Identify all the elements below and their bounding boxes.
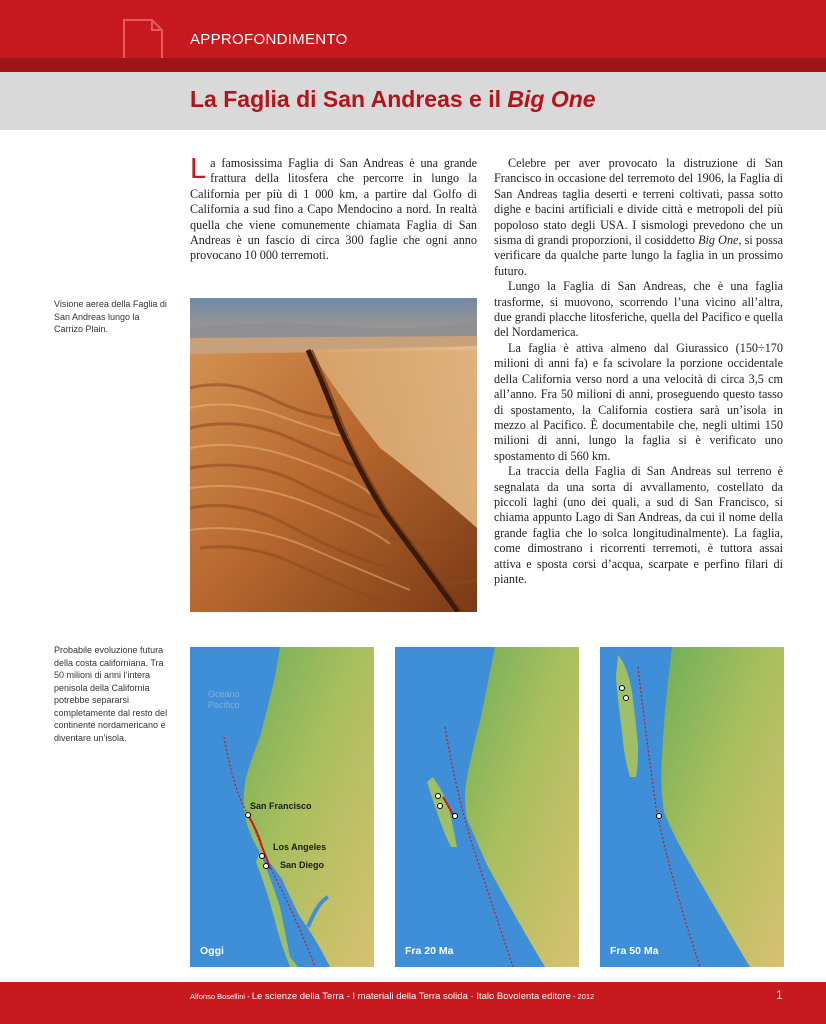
footer-year: - 2012: [570, 992, 595, 1001]
paragraph-3: La faglia è attiva almeno dal Giurassico (150÷170 milioni di anni fa) e fa scivolare la porzione occidentale della California verso nord a una velocità di circa 3,5 cm all’anno. Fra 50 milioni di anni, proseguendo questo tasso di spostamento, la California costiera sarà un’isola in mezzo al Pacifico. È documentabile che, negli ultimi 150 milioni di anni, lungo la faglia si è verificato uno spostamento di 560 km.: [494, 340, 783, 463]
drop-cap: L: [190, 153, 207, 185]
map-50ma-terrain: [600, 647, 784, 967]
footer-band: [0, 982, 826, 1024]
maps-caption: Probabile evoluzione futura della costa californiana. Tra 50 milioni di anni l’intera penisola della California potrebbe separarsi completamente dal resto del continente nordamericano e diventare un’isola.: [54, 645, 168, 743]
footer-sep-2: ·: [467, 991, 477, 1002]
page-number: 1: [776, 988, 783, 1002]
intro-paragraph: [190, 153, 477, 264]
right-column: [494, 156, 783, 587]
footer-author: Alfonso Bosellini: [190, 992, 246, 1001]
document-icon: [122, 18, 164, 58]
aerial-fault-photo: [190, 298, 477, 612]
map-today: [190, 647, 374, 967]
ocean-label-line1: Oceano: [208, 689, 240, 699]
title-italic: Big One: [507, 86, 596, 112]
city-san-francisco: San Francisco: [250, 801, 312, 811]
map-20ma-label: Fra 20 Ma: [405, 945, 454, 957]
footer-sep-1: -: [245, 992, 252, 1001]
header-band-dark: [0, 58, 826, 72]
left-column: [190, 153, 477, 264]
ocean-label: [208, 689, 240, 711]
title-main: La Faglia di San Andreas e il: [190, 86, 508, 112]
paragraph-1-text-b: , si possa verificare da qualche parte lungo la faglia in un prossimo futuro.: [494, 233, 784, 278]
map-50ma-label: Fra 50 Ma: [610, 945, 659, 957]
ocean-label-line2: Pacifico: [208, 700, 240, 710]
paragraph-1: [494, 156, 783, 279]
map-today-label: Oggi: [200, 945, 224, 957]
footer-credit: [190, 991, 594, 1002]
intro-text: a famosissima Faglia di San Andreas è una grande frattura della litosfera che percorre in lungo la California per più di 1 000 km, a partire dal Golfo di California a sud fino a Capo Mendocino a nord. In realtà quella che viene comunemente chiamata Faglia di San Andreas è un fascio di circa 300 faglie che ogni anno provocano 10 000 terremoti.: [190, 156, 477, 263]
section-label: APPROFONDIMENTO: [190, 31, 348, 48]
photo-caption: Visione aerea della Faglia di San Andreas lungo la Carrizo Plain.: [54, 299, 167, 334]
city-san-diego: San Diego: [280, 860, 325, 870]
paragraph-1-text-a: Celebre per aver provocato la distruzione di San Francisco in occasione del terremoto del 1906, la Faglia di San Andreas taglia deserti e terreni coltivati, passa sotto dighe e bacini artificiali e divide città e metropoli del più popoloso stato degli USA. I sismologi prevedono che un sisma di grandi proporzioni, il cosiddetto: [494, 156, 783, 248]
paragraph-2: Lungo la Faglia di San Andreas, che è una faglia trasforme, si muovono, scorrendo l’una vicino all’altra, due grandi placche litosferiche, quella del Pacifico e quella del Nordamerica.: [494, 279, 783, 340]
paragraph-4: La traccia della Faglia di San Andreas sul terreno è segnalata da una sorta di avvallamento, costellato da piccoli laghi (uno dei quali, a sud di San Francisco, si chiama appunto Lago di San Andreas, da cui il nome della grande faglia che lo solca longitudinalmente). La faglia, come dimostrano i ricorrenti terremoti, è tuttora assai attiva e sposta corsi d’acqua, scarpate e perfino filari di piante.: [494, 464, 783, 586]
paragraph-1-italic: Big One: [698, 233, 739, 248]
map-20ma: [395, 647, 579, 967]
footer-book: Le scienze della Terra - I materiali della Terra solida: [251, 991, 468, 1002]
city-los-angeles: Los Angeles: [273, 842, 327, 852]
map-20ma-terrain: [395, 647, 579, 967]
page-title: [190, 86, 596, 113]
map-50ma: [600, 647, 784, 967]
footer-publisher: Italo Bovolenta editore: [476, 991, 571, 1002]
